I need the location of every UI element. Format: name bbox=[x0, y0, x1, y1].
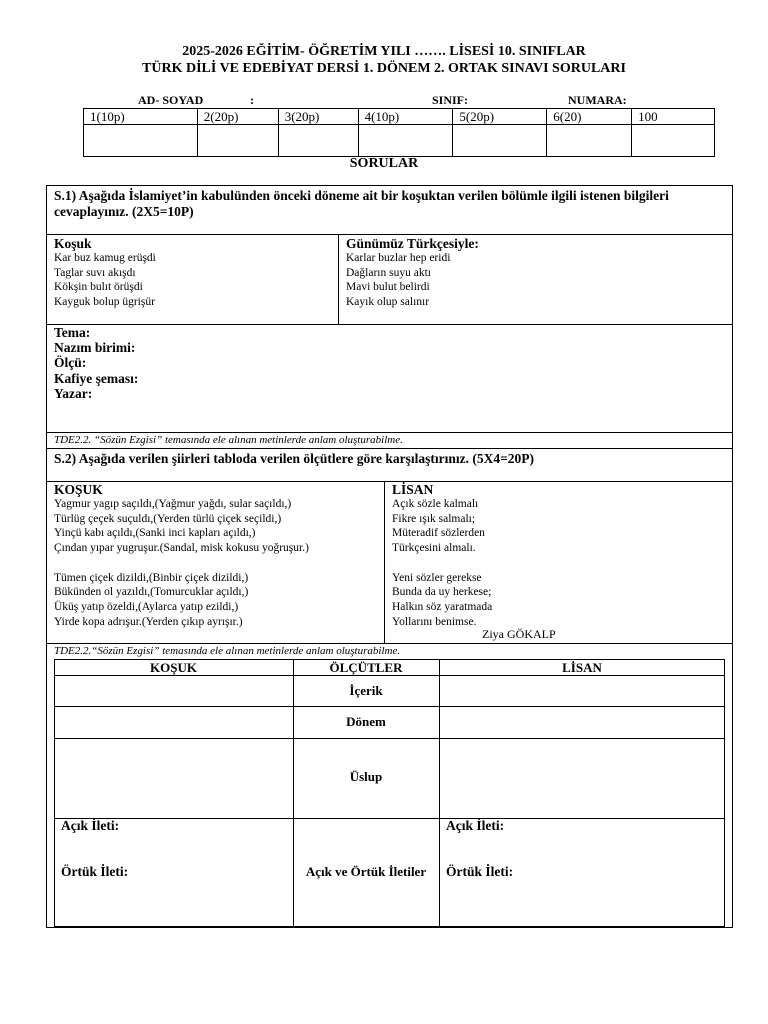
divider bbox=[46, 448, 733, 449]
exam-title-line1: 2025-2026 EĞİTİM- ÖĞRETİM YILI ……. LİSESİ 10. SINIFLAR bbox=[182, 44, 586, 59]
divider bbox=[46, 234, 733, 235]
criterion-content: İçerik bbox=[349, 683, 383, 698]
q2-right-poem: Açık sözle kalmalı Fikre ışık salmalı; Müteradif sözlerden Türkçesini almalı. Yeni sözler gerekse Bunda da uy herkese; Halkın söz yaratmada Yollarını benimse. bbox=[392, 498, 493, 628]
score-header: 2(20p) bbox=[197, 109, 278, 125]
answer-kosuk-style[interactable] bbox=[55, 739, 292, 818]
score-cell[interactable] bbox=[632, 125, 715, 157]
class-label: SINIF: bbox=[432, 93, 469, 107]
divider bbox=[384, 481, 385, 643]
q1-left-poem: Kar buz kamug erüşdi Taglar suvı akışdı Kökşin bulıt örüşdi Kayguk bolup ügrişür bbox=[54, 252, 156, 309]
score-cell[interactable] bbox=[358, 125, 453, 157]
q1-outcome-note: TDE2.2. “Sözün Ezgisi” temasında ele alınan metinlerde anlam oluşturabilme. bbox=[54, 434, 403, 446]
answer-kosuk-content[interactable] bbox=[55, 676, 292, 706]
q1-field-author: Yazar: bbox=[54, 386, 93, 401]
q2-left-poem: Yagmur yagıp saçıldı,(Yağmur yağdı, sular saçıldı,) Türlüg çeçek suçuldı,(Yerden türlü çiçek seçildi,) Yinçü kabı açıldı,(Sanki inci kapları açıldı,) Çından yıpar yugruşur.(Sandal, misk kokusu yoğruşur.) Tümen çiçek dizildi,(Binbir çiçek dizildi,) Bükünden ol yazıldı,(Tomurcuklar açıldı,) Üküş yatıp özeldi,(Aylarca yatıp ezildi,) Yirde kopa adrışur.(Yerden çıkıp ayrışır.) bbox=[54, 498, 309, 628]
score-header: 5(20p) bbox=[453, 109, 547, 125]
q1-field-rhyme-scheme: Kafiye şeması: bbox=[54, 371, 139, 386]
q2-right-header: LİSAN bbox=[392, 482, 434, 497]
criterion-style: Üslup bbox=[349, 769, 383, 784]
criterion-period: Dönem bbox=[346, 714, 386, 729]
q1-right-poem: Karlar buzlar hep eridi Dağların suyu aktı Mavi bulut belirdi Kayık olup salınır bbox=[346, 252, 451, 309]
score-header: 3(20p) bbox=[278, 109, 358, 125]
divider bbox=[46, 324, 733, 325]
divider bbox=[338, 234, 339, 324]
score-cell[interactable] bbox=[547, 125, 632, 157]
score-table bbox=[83, 108, 715, 157]
score-header: 4(10p) bbox=[358, 109, 453, 125]
score-header: 100 bbox=[632, 109, 715, 125]
score-header: 1(10p) bbox=[84, 109, 198, 125]
criterion-messages: Açık ve Örtük İletiler bbox=[305, 864, 427, 879]
q2-poem-author: Ziya GÖKALP bbox=[482, 627, 556, 641]
answer-lisan-period[interactable] bbox=[440, 707, 724, 738]
lisan-open-message-label: Açık İleti: bbox=[446, 818, 505, 833]
col-header-kosuk: KOŞUK bbox=[150, 660, 197, 675]
q2-question: S.2) Aşağıda verilen şiirleri tabloda verilen ölçütlere göre karşılaştırınız. (5X4=20P) bbox=[54, 451, 535, 466]
score-header: 6(20) bbox=[547, 109, 632, 125]
divider bbox=[54, 818, 725, 819]
number-label: NUMARA: bbox=[568, 93, 627, 107]
divider bbox=[46, 643, 733, 644]
q1-question: S.1) Aşağıda İslamiyet’in kabulünden önceki döneme ait bir koşuktan verilen bölümle ilgili istenen bilgileri cevaplayınız. (2X5=10P) bbox=[54, 188, 669, 219]
divider bbox=[293, 659, 294, 927]
score-cell[interactable] bbox=[278, 125, 358, 157]
q1-field-verse-unit: Nazım birimi: bbox=[54, 340, 136, 355]
q1-right-header: Günümüz Türkçesiyle: bbox=[346, 236, 479, 251]
kosuk-hidden-message-label: Örtük İleti: bbox=[61, 864, 129, 879]
q1-left-header: Koşuk bbox=[54, 236, 92, 251]
col-header-lisan: LİSAN bbox=[562, 660, 602, 675]
q1-field-meter: Ölçü: bbox=[54, 355, 87, 370]
name-colon: : bbox=[250, 93, 254, 107]
section-title: SORULAR bbox=[349, 156, 419, 171]
exam-title-line2: TÜRK DİLİ VE EDEBİYAT DERSİ 1. DÖNEM 2. ORTAK SINAVI SORULARI bbox=[142, 61, 626, 76]
divider bbox=[46, 432, 733, 433]
answer-kosuk-period[interactable] bbox=[55, 707, 292, 738]
q2-outcome-note: TDE2.2.“Sözün Ezgisi” temasında ele alınan metinlerde anlam oluşturabilme. bbox=[54, 645, 401, 657]
q1-field-theme: Tema: bbox=[54, 325, 91, 340]
answer-lisan-content[interactable] bbox=[440, 676, 724, 706]
score-cell[interactable] bbox=[453, 125, 547, 157]
lisan-hidden-message-label: Örtük İleti: bbox=[446, 864, 514, 879]
name-label: AD- SOYAD bbox=[138, 93, 204, 107]
divider bbox=[46, 481, 733, 482]
kosuk-open-message-label: Açık İleti: bbox=[61, 818, 120, 833]
score-cell[interactable] bbox=[197, 125, 278, 157]
q2-left-header: KOŞUK bbox=[54, 482, 103, 497]
col-header-criteria: ÖLÇÜTLER bbox=[329, 660, 403, 675]
score-cell[interactable] bbox=[84, 125, 198, 157]
answer-lisan-style[interactable] bbox=[440, 739, 724, 818]
